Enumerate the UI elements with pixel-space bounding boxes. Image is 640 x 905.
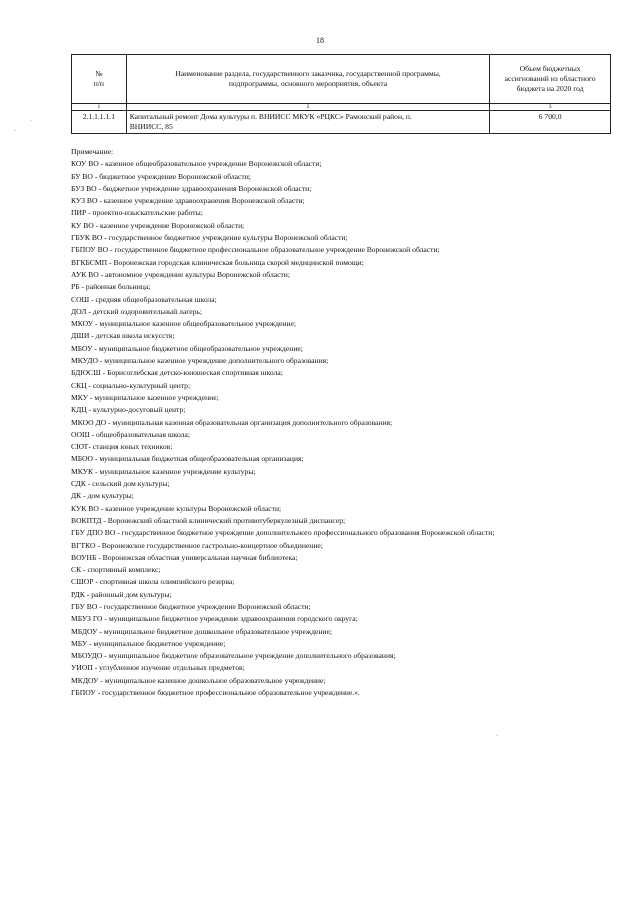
header-number: № п/п [72,55,127,104]
note-item: МБОУДО - муниципальное бюджетное образовательное учреждение дополнительного образования; [71,651,396,661]
note-item: ГБПОУ - государственное бюджетное профессиональное образовательное учреждение.». [71,688,360,698]
note-item: МБДОУ - муниципальное бюджетное дошкольное образовательное учреждение; [71,626,332,636]
note-item: ВГКБСМП - Воронежская городская клиническая больница скорой медицинской помощи; [71,257,364,267]
note-item: МКОО ДО - муниципальная казенная образовательная организация дополнительного образования; [71,417,393,427]
note-item: ГБУК ВО - государственное бюджетное учреждение культуры Воронежской области; [71,233,348,243]
note-item: МКДОУ - муниципальное казенное дошкольное образовательное учреждение; [71,675,326,685]
note-item: АУК ВО - автономное учреждение культуры Воронежской области; [71,269,290,279]
notes-title: Примечание: [71,147,114,156]
note-item: СОШ - средняя общеобразовательная школа; [71,294,217,304]
note-item: БУЗ ВО - бюджетное учреждение здравоохранения Воронежской области; [71,183,312,193]
note-item: ВОКПТД - Воронежский областной клинический противотуберкулезный диспансер; [71,515,346,525]
note-item: КДЦ - культурно-досуговый центр; [71,405,186,415]
note-item: РБ - районная больница; [71,282,151,292]
column-number: 1 [72,104,127,111]
note-item: ПИР - проектно-изыскательские работы; [71,208,203,218]
note-item: ДК - дом культуры; [71,491,134,501]
note-item: МБОУ - муниципальное бюджетное общеобразовательное учреждение; [71,343,303,353]
note-item: МБОО - муниципальная бюджетная общеобразовательная организация; [71,454,304,464]
note-item: ДОЛ - детский оздоровительный лагерь; [71,306,203,316]
note-item: ДШИ - детская школа искусств; [71,331,175,341]
scan-mark: · [14,128,16,134]
scan-mark: · [30,118,32,124]
table-row [72,111,611,134]
note-item: КУК ВО - казенное учреждение культуры Воронежской области; [71,503,282,513]
note-item: ВГТКО - Воронежское государственное гастрольно-концертное объединение; [71,540,323,550]
note-item: БУ ВО - бюджетное учреждение Воронежской области; [71,171,251,181]
note-item: МКУДО - муниципальное казенное учреждение дополнительного образования; [71,356,329,366]
note-item: МКУК - муниципальное казенное учреждение культуры; [71,466,256,476]
note-item: ООШ - общеобразовательная школа; [71,429,190,439]
note-item: УИОП - углубленное изучение отдельных предметов; [71,663,245,673]
scan-mark: · [496,733,498,739]
note-item: ГБУ ДПО ВО - государственное бюджетное учреждение дополнительного профессионального образования Воронежской области; [71,528,495,538]
row-volume: 6 700,0 [490,111,611,134]
note-item: ГБУ ВО - государственное бюджетное учреждение Воронежской области; [71,601,311,611]
note-item: СК - спортивный комплекс; [71,565,161,575]
page-number: 18 [316,36,324,45]
note-item: МБУЗ ГО - муниципальное бюджетное учреждение здравоохранения городского округа; [71,614,358,624]
column-number: 2 [126,104,490,111]
note-item: БДЮСШ - Борисоглебская детско-юношеская спортивная школа; [71,368,283,378]
note-item: СШОР - спортивная школа олимпийского резерва; [71,577,235,587]
notes-list [71,158,631,699]
row-number: 2.1.1.1.1.1 [72,111,127,134]
note-item: КОУ ВО - казенное общеобразовательное учреждение Воронежской области; [71,159,322,169]
note-item: КУЗ ВО - казенное учреждение здравоохранения Воронежской области; [71,196,305,206]
header-name: Наименование раздела, государственного заказчика, государственной программы, подпрограммы, основного мероприятия, объекта [126,55,490,104]
budget-table [71,54,611,134]
note-item: СДК - сельский дом культуры; [71,479,170,489]
row-name: Капитальный ремонт Дома культуры п. ВНИИСС МКУК «РЦКС» Рамонский район, п. ВНИИСС, 85 [126,111,490,134]
note-item: КУ ВО - казенное учреждение Воронежской области; [71,220,245,230]
note-item: РДК - районный дом культуры; [71,589,172,599]
column-number: 3 [490,104,611,111]
note-item: ВОУНБ - Воронежская областная универсальная научная библиотека; [71,552,298,562]
note-item: ГБПОУ ВО - государственное бюджетное профессиональное образовательное учреждение Воронежской области; [71,245,440,255]
note-item: МКОУ - муниципальное казенное общеобразовательное учреждение; [71,319,296,329]
header-volume: Объем бюджетных ассигнований из областного бюджета на 2020 год [490,55,611,104]
note-item: МКУ - муниципальное казенное учреждение; [71,392,219,402]
table-header-row [72,55,611,104]
column-number-row [72,104,611,111]
notes-section [71,146,631,699]
note-item: СКЦ - социально-культурный центр; [71,380,191,390]
note-item: СЮТ- станция юных техников; [71,442,173,452]
note-item: МБУ - муниципальное бюджетное учреждение; [71,638,226,648]
